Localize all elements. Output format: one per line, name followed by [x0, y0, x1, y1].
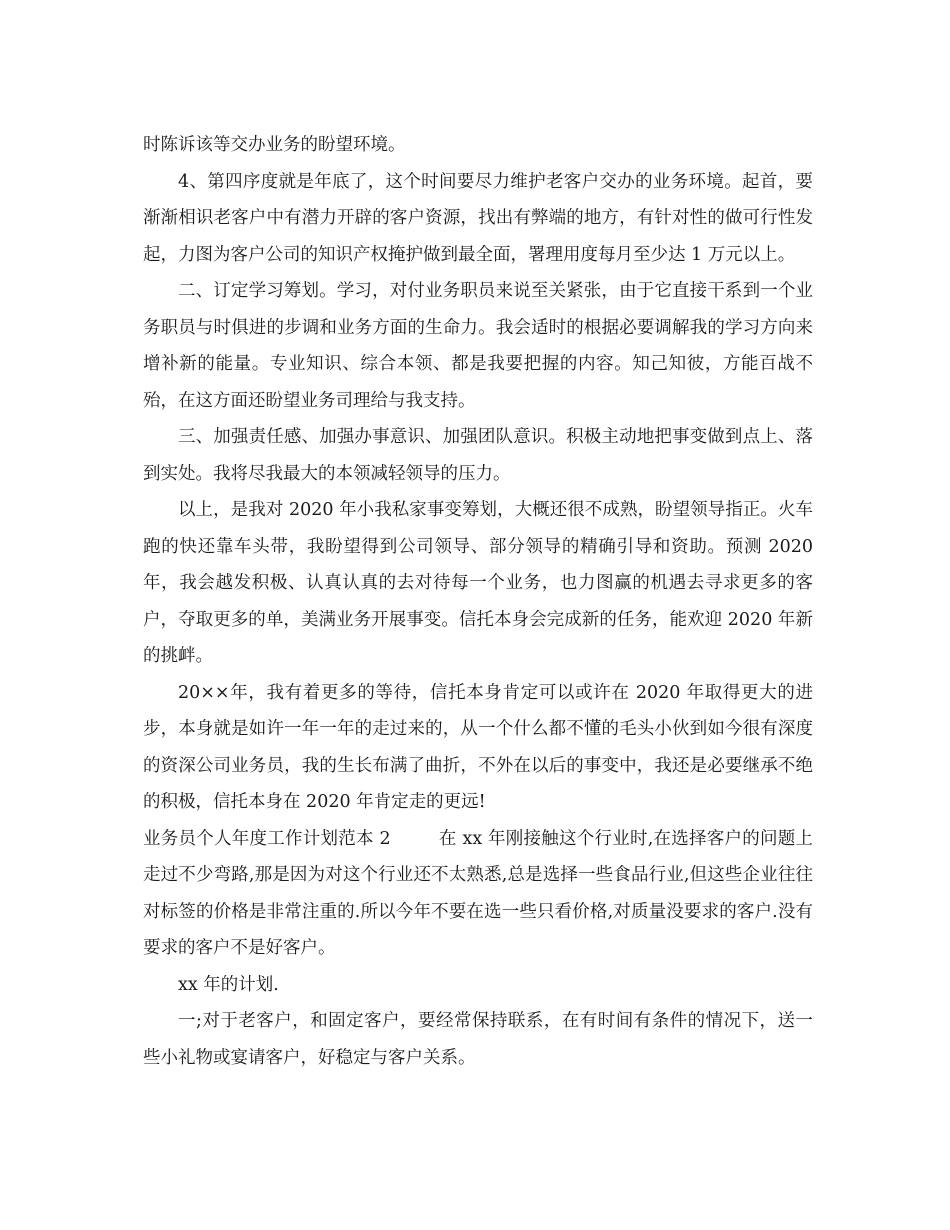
- paragraph-old-clients: 一;对于老客户，和固定客户，要经常保持联系，在有时间有条件的情况下，送一些小礼物或宴请客户，好稳定与客户关系。: [143, 1011, 813, 1068]
- section-title: 业务员个人年度工作计划范本 2: [143, 828, 391, 849]
- paragraph-outlook: 20××年，我有着更多的等待，信托本身肯定可以或许在 2020 年取得更大的进步，本身就是如许一年一年的走过来的，从一个什么都不懂的毛头小伙到如今很有深度的资深公司业务员，我的生长布满了曲折，不外在以后的事变中，我还是必要继承不绝的积极，信托本身在 2020 年肯定走的更远!: [143, 682, 813, 812]
- document-body: [143, 127, 813, 1076]
- paragraph-plan-label: xx 年的计划.: [178, 974, 279, 995]
- section-intro-text: 在 xx 年刚接触这个行业时,在选择客户的问题上走过不少弯路,那是因为对这个行业还不太熟悉,总是选择一些食品行业,但这些企业往往对标签的价格是非常注重的.所以今年不要在选一些只看价格,对质量没要求的客户.没有要求的客户不是好客户。: [143, 828, 813, 958]
- paragraph-summary: 以上，是我对 2020 年小我私家事变筹划，大概还很不成熟，盼望领导指正。火车跑的快还靠车头带，我盼望得到公司领导、部分领导的精确引导和资助。预测 2020 年，我会越发积极、认真认真的去对待每一个业务，也力图赢的机遇去寻求更多的客户，夺取更多的单，美满业务开展事变。信托本身会完成新的任务，能欢迎 2020 年新的挑衅。: [143, 500, 813, 666]
- paragraph-section-heading: [143, 821, 813, 967]
- paragraph-fourth-quarter: 4、第四序度就是年底了，这个时间要尽力维护老客户交办的业务环境。起首，要渐渐相识老客户中有潜力开辟的客户资源，找出有弊端的地方，有针对性的做可行性发起，力图为客户公司的知识产权掩护做到最全面，署理用度每月至少达 1 万元以上。: [143, 171, 813, 265]
- paragraph-continuation: 时陈诉该等交办业务的盼望环境。: [143, 135, 406, 155]
- paragraph-responsibility: 三、加强责任感、加强办事意识、加强团队意识。积极主动地把事变做到点上、落到实处。我将尽我最大的本领减轻领导的压力。: [143, 427, 813, 484]
- paragraph-study-plan: 二、订定学习筹划。学习，对付业务职员来说至关紧张，由于它直接干系到一个业务职员与时俱进的步调和业务方面的生命力。我会适时的根据必要调解我的学习方向来增补新的能量。专业知识、综合本领、都是我要把握的内容。知己知彼，方能百战不殆，在这方面还盼望业务司理给与我支持。: [143, 281, 813, 411]
